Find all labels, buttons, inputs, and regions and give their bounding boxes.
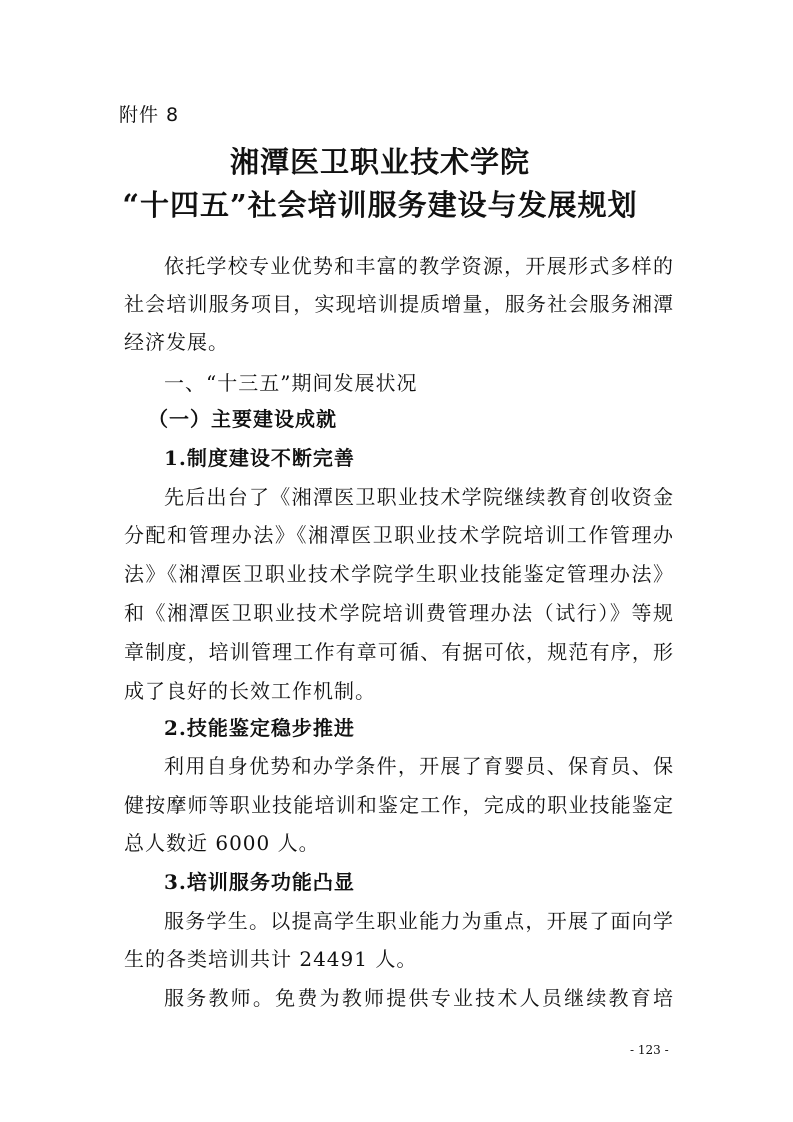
section-heading: 一、“十三五”期间发展状况 (164, 371, 418, 395)
paragraph-line: 分配和管理办法》《湘潭医卫职业技术学院培训工作管理办 (124, 523, 674, 547)
paragraph-line: 社会培训服务项目，实现培训提质增量，服务社会服务湘潭 (124, 292, 674, 316)
page-number: - 123 - (630, 1043, 669, 1057)
paragraph-line: 健按摩师等职业技能培训和鉴定工作，完成的职业技能鉴定 (124, 793, 674, 817)
subsection-heading: （一）主要建设成就 (148, 407, 337, 431)
paragraph-line: 章制度，培训管理工作有章可循、有据可依，规范有序，形 (124, 640, 674, 664)
paragraph-line: 服务学生。以提高学生职业能力为重点，开展了面向学 (164, 909, 674, 933)
paragraph-line: 利用自身优势和办学条件，开展了育婴员、保育员、保 (164, 754, 674, 778)
item-heading: 1.制度建设不断完善 (164, 446, 355, 470)
paragraph-line: 总人数近 6000 人。 (124, 831, 320, 855)
paragraph-line: 依托学校专业优势和丰富的教学资源，开展形式多样的 (164, 254, 674, 278)
paragraph-line: 成了良好的长效工作机制。 (124, 679, 376, 703)
paragraph-line: 法》《湘潭医卫职业技术学院学生职业技能鉴定管理办法》 (124, 562, 674, 586)
item-heading: 2.技能鉴定稳步推进 (164, 716, 355, 740)
paragraph-line: 经济发展。 (124, 330, 229, 354)
paragraph-line: 服务教师。免费为教师提供专业技术人员继续教育培 (164, 986, 674, 1010)
document-title-line-2: “十四五”社会培训服务建设与发展规划 (122, 188, 638, 222)
paragraph-line: 和《湘潭医卫职业技术学院培训费管理办法（试行）》等规 (124, 601, 674, 625)
attachment-label: 附件 8 (119, 104, 180, 126)
item-heading: 3.培训服务功能凸显 (164, 870, 355, 894)
paragraph-line: 生的各类培训共计 24491 人。 (124, 947, 418, 971)
document-title-line-1: 湘潭医卫职业技术学院 (229, 145, 530, 179)
paragraph-line: 先后出台了《湘潭医卫职业技术学院继续教育创收资金 (164, 485, 674, 509)
